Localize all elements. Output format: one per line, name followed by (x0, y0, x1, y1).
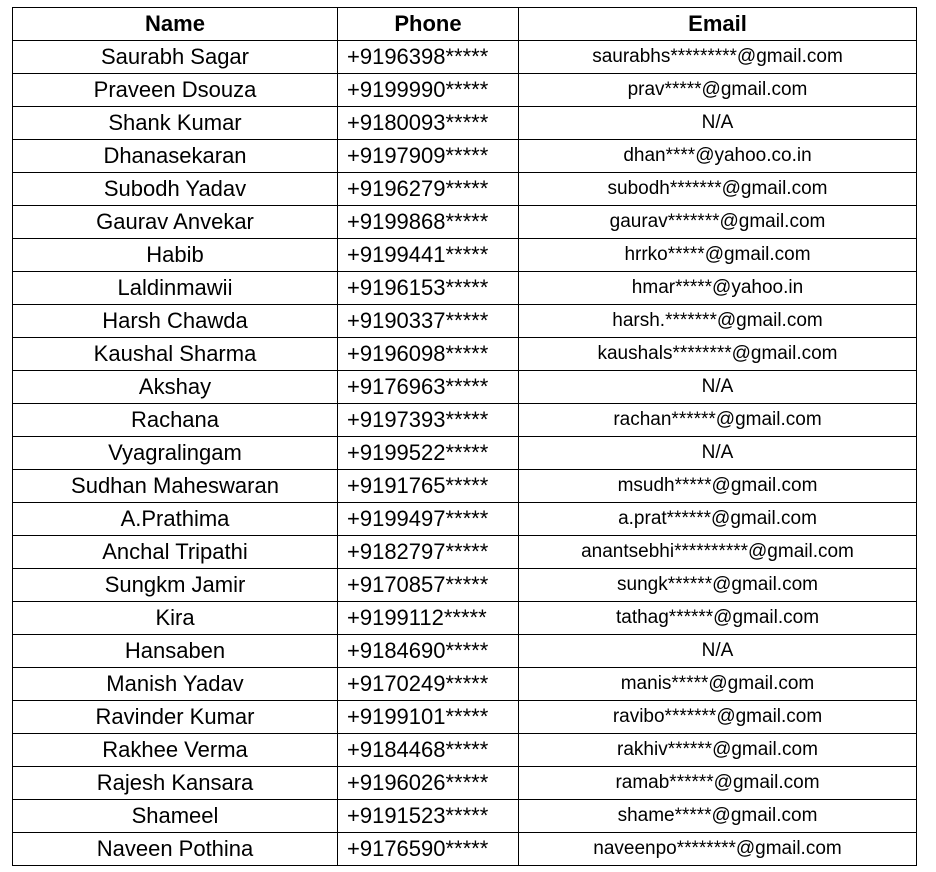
phone-cell: +9199868***** (338, 206, 519, 239)
email-cell: saurabhs*********@gmail.com (519, 41, 917, 74)
phone-cell: +9170857***** (338, 569, 519, 602)
name-cell: Sungkm Jamir (13, 569, 338, 602)
name-cell: Laldinmawii (13, 272, 338, 305)
name-cell: Rachana (13, 404, 338, 437)
email-cell: N/A (519, 437, 917, 470)
table-row (13, 602, 917, 635)
table-row (13, 140, 917, 173)
email-cell: anantsebhi**********@gmail.com (519, 536, 917, 569)
table-row (13, 569, 917, 602)
contacts-table (12, 7, 917, 866)
phone-cell: +9196153***** (338, 272, 519, 305)
table-row (13, 371, 917, 404)
phone-cell: +9199497***** (338, 503, 519, 536)
name-cell: Naveen Pothina (13, 833, 338, 866)
email-cell: N/A (519, 635, 917, 668)
email-cell: harsh.*******@gmail.com (519, 305, 917, 338)
name-cell: Habib (13, 239, 338, 272)
column-header-email: Email (519, 8, 917, 41)
table-row (13, 206, 917, 239)
phone-cell: +9199441***** (338, 239, 519, 272)
table-row (13, 305, 917, 338)
name-cell: Sudhan Maheswaran (13, 470, 338, 503)
table-row (13, 41, 917, 74)
phone-cell: +9199101***** (338, 701, 519, 734)
phone-cell: +9197909***** (338, 140, 519, 173)
email-cell: prav*****@gmail.com (519, 74, 917, 107)
email-cell: gaurav*******@gmail.com (519, 206, 917, 239)
email-cell: rakhiv******@gmail.com (519, 734, 917, 767)
name-cell: Hansaben (13, 635, 338, 668)
table-row (13, 470, 917, 503)
email-cell: dhan****@yahoo.co.in (519, 140, 917, 173)
email-cell: shame*****@gmail.com (519, 800, 917, 833)
name-cell: A.Prathima (13, 503, 338, 536)
table-row (13, 74, 917, 107)
name-cell: Shameel (13, 800, 338, 833)
email-cell: hmar*****@yahoo.in (519, 272, 917, 305)
email-cell: hrrko*****@gmail.com (519, 239, 917, 272)
email-cell: N/A (519, 371, 917, 404)
phone-cell: +9196026***** (338, 767, 519, 800)
column-header-phone: Phone (338, 8, 519, 41)
table-body (13, 41, 917, 866)
email-cell: ravibo*******@gmail.com (519, 701, 917, 734)
name-cell: Vyagralingam (13, 437, 338, 470)
email-cell: tathag******@gmail.com (519, 602, 917, 635)
table-row (13, 833, 917, 866)
email-cell: msudh*****@gmail.com (519, 470, 917, 503)
name-cell: Shank Kumar (13, 107, 338, 140)
email-cell: ramab******@gmail.com (519, 767, 917, 800)
phone-cell: +9182797***** (338, 536, 519, 569)
email-cell: a.prat******@gmail.com (519, 503, 917, 536)
table-row (13, 107, 917, 140)
name-cell: Praveen Dsouza (13, 74, 338, 107)
name-cell: Manish Yadav (13, 668, 338, 701)
phone-cell: +9184468***** (338, 734, 519, 767)
table-row (13, 437, 917, 470)
email-cell: rachan******@gmail.com (519, 404, 917, 437)
name-cell: Subodh Yadav (13, 173, 338, 206)
table-row (13, 668, 917, 701)
name-cell: Kaushal Sharma (13, 338, 338, 371)
table-row (13, 503, 917, 536)
email-cell: subodh*******@gmail.com (519, 173, 917, 206)
name-cell: Rakhee Verma (13, 734, 338, 767)
table-row (13, 800, 917, 833)
email-cell: sungk******@gmail.com (519, 569, 917, 602)
table-row (13, 734, 917, 767)
phone-cell: +9197393***** (338, 404, 519, 437)
name-cell: Gaurav Anvekar (13, 206, 338, 239)
table-row (13, 239, 917, 272)
email-cell: manis*****@gmail.com (519, 668, 917, 701)
phone-cell: +9199112***** (338, 602, 519, 635)
email-cell: naveenpo********@gmail.com (519, 833, 917, 866)
name-cell: Akshay (13, 371, 338, 404)
phone-cell: +9176963***** (338, 371, 519, 404)
table-row (13, 338, 917, 371)
table-row (13, 404, 917, 437)
name-cell: Dhanasekaran (13, 140, 338, 173)
phone-cell: +9191523***** (338, 800, 519, 833)
phone-cell: +9196398***** (338, 41, 519, 74)
table-row (13, 701, 917, 734)
header-row (13, 8, 917, 41)
table-row (13, 767, 917, 800)
email-cell: N/A (519, 107, 917, 140)
name-cell: Harsh Chawda (13, 305, 338, 338)
name-cell: Anchal Tripathi (13, 536, 338, 569)
phone-cell: +9180093***** (338, 107, 519, 140)
phone-cell: +9196279***** (338, 173, 519, 206)
table-row (13, 536, 917, 569)
phone-cell: +9176590***** (338, 833, 519, 866)
table-row (13, 272, 917, 305)
name-cell: Ravinder Kumar (13, 701, 338, 734)
column-header-name: Name (13, 8, 338, 41)
phone-cell: +9184690***** (338, 635, 519, 668)
table-row (13, 173, 917, 206)
phone-cell: +9170249***** (338, 668, 519, 701)
phone-cell: +9196098***** (338, 338, 519, 371)
name-cell: Saurabh Sagar (13, 41, 338, 74)
phone-cell: +9199522***** (338, 437, 519, 470)
phone-cell: +9191765***** (338, 470, 519, 503)
name-cell: Rajesh Kansara (13, 767, 338, 800)
name-cell: Kira (13, 602, 338, 635)
phone-cell: +9190337***** (338, 305, 519, 338)
email-cell: kaushals********@gmail.com (519, 338, 917, 371)
table-row (13, 635, 917, 668)
phone-cell: +9199990***** (338, 74, 519, 107)
